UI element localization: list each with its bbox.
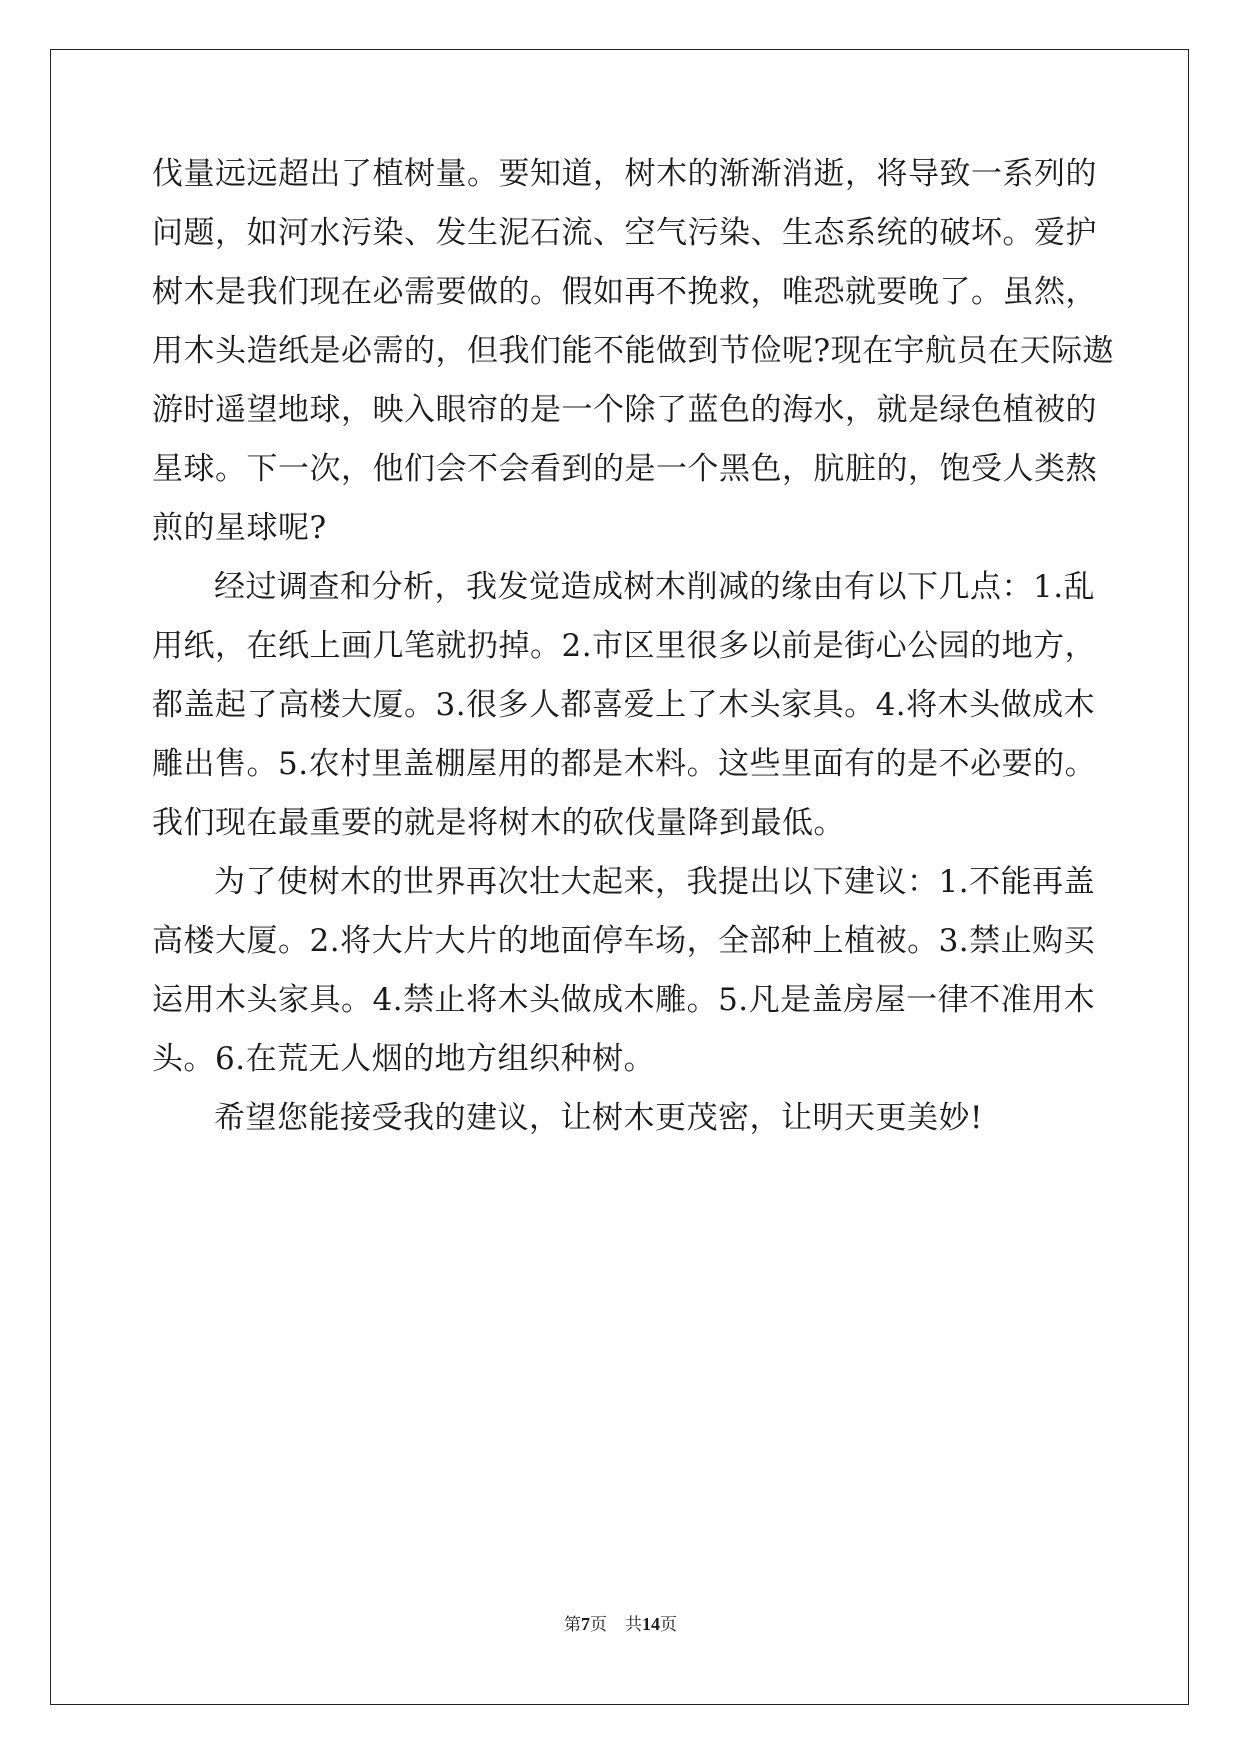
- page-footer: [0, 1612, 1241, 1637]
- page-prefix: 第: [564, 1615, 581, 1635]
- total-page-number: 14: [642, 1614, 660, 1634]
- text-line: 用纸，在纸上画几笔就扔掉。2.市区里很多以前是街心公园的地方，: [152, 628, 1097, 664]
- text-line: 树木是我们现在必需要做的。假如再不挽救，唯恐就要晚了。虽然，: [152, 274, 1097, 310]
- total-suffix: 页: [660, 1615, 677, 1635]
- paragraph-start-line: 经过调查和分析，我发觉造成树木削减的缘由有以下几点：1.乱: [214, 569, 1096, 605]
- text-line: 我们现在最重要的就是将树木的砍伐量降到最低。: [152, 805, 845, 841]
- text-line: 星球。下一次，他们会不会看到的是一个黑色，肮脏的，饱受人类熬: [152, 451, 1097, 487]
- text-line: 游时遥望地球，映入眼帘的是一个除了蓝色的海水，就是绿色植被的: [152, 392, 1097, 428]
- text-line: 问题，如河水污染、发生泥石流、空气污染、生态系统的破坏。爱护: [152, 215, 1097, 251]
- text-line: 高楼大厦。2.将大片大片的地面停车场，全部种上植被。3.禁止购买: [152, 923, 1096, 959]
- text-line: 运用木头家具。4.禁止将木头做成木雕。5.凡是盖房屋一律不准用木: [152, 982, 1096, 1018]
- paragraph-start-line: 为了使树木的世界再次壮大起来，我提出以下建议：1.不能再盖: [214, 864, 1096, 900]
- total-prefix: 共: [625, 1615, 642, 1635]
- text-line: 煎的星球呢?: [152, 510, 327, 546]
- text-line: 伐量远远超出了植树量。要知道，树木的渐渐消逝，将导致一系列的: [152, 156, 1097, 192]
- text-line: 头。6.在荒无人烟的地方组织种树。: [152, 1041, 656, 1077]
- page-suffix: 页: [590, 1615, 607, 1635]
- paragraph-start-line: 希望您能接受我的建议，让树木更茂密，让明天更美妙!: [214, 1100, 983, 1136]
- text-line: 雕出售。5.农村里盖棚屋用的都是木料。这些里面有的是不必要的。: [152, 746, 1097, 782]
- text-line: 用木头造纸是必需的，但我们能不能做到节俭呢?现在宇航员在天际遨: [152, 333, 1115, 369]
- text-line: 都盖起了高楼大厦。3.很多人都喜爱上了木头家具。4.将木头做成木: [152, 687, 1096, 723]
- current-page-number: 7: [581, 1614, 590, 1634]
